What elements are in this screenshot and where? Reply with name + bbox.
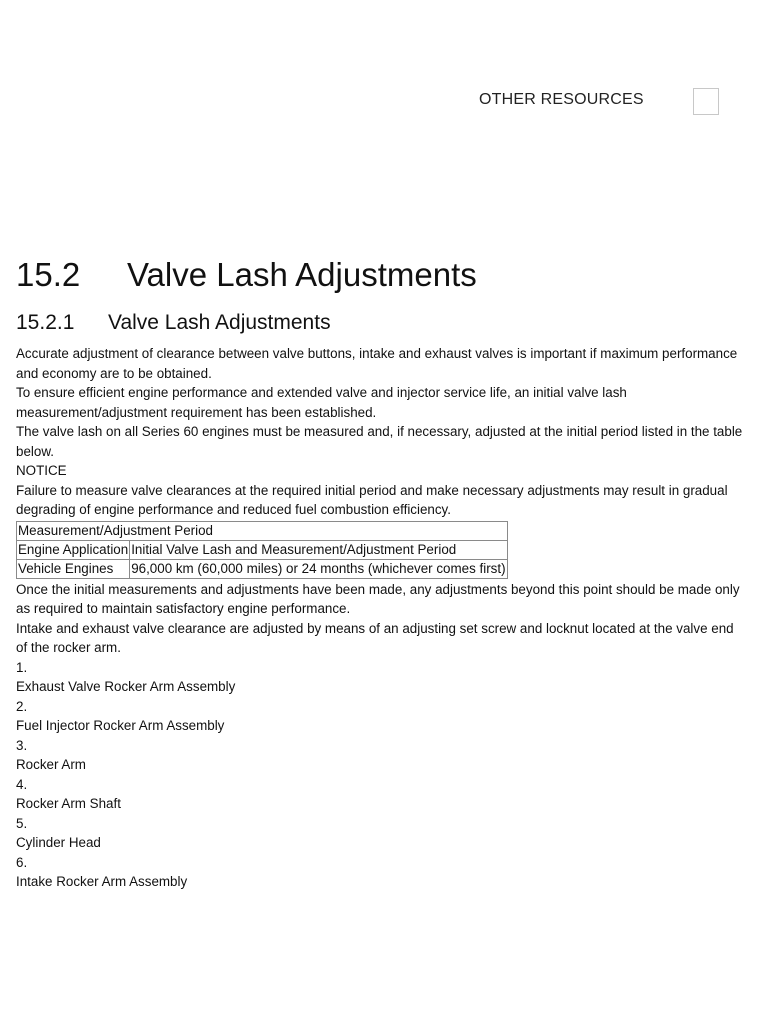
list-item-label: Cylinder Head (16, 835, 101, 850)
paragraph-clearance: Accurate adjustment of clearance between valve buttons, intake and exhaust valves is important if maximum performance and economy are to be obtained. (16, 346, 738, 381)
notice-label: NOTICE (16, 463, 67, 478)
list-item-label: Rocker Arm Shaft (16, 796, 121, 811)
paragraph-notice: Failure to measure valve clearances at the required initial period and make necessary adjustments may result in gradual degrading of engine performance and reduced fuel combustion efficiency. (16, 482, 728, 517)
paragraph-initial-requirement: To ensure efficient engine performance and extended valve and injector service life, an initial valve lash measurement/adjustment requirement has been established. (16, 385, 627, 420)
paragraph-subsequent-adjustments: Once the initial measurements and adjustments have been made, any adjustments beyond this point should be made only as required to maintain satisfactory engine performance. (16, 581, 740, 616)
list-item (16, 736, 748, 775)
list-item (16, 658, 748, 697)
table-caption: Measurement/Adjustment Period (17, 521, 508, 540)
other-resources-link[interactable]: OTHER RESOURCES (479, 91, 644, 108)
subsection-title: Valve Lash Adjustments (108, 311, 331, 334)
top-bar (0, 88, 768, 118)
table-caption-row (17, 521, 508, 540)
list-item-number: 6. (16, 854, 28, 870)
list-item-number: 3. (16, 737, 28, 753)
square-outline-icon[interactable] (693, 88, 719, 115)
subsection-heading (16, 308, 748, 338)
parts-list (16, 658, 748, 892)
document-body (16, 252, 748, 892)
list-item-number: 1. (16, 659, 28, 675)
list-item-label: Fuel Injector Rocker Arm Assembly (16, 718, 225, 733)
list-item-label: Intake Rocker Arm Assembly (16, 874, 188, 889)
adjustment-period-table (16, 521, 508, 579)
subsection-number: 15.2.1 (16, 311, 75, 334)
table-row (17, 559, 508, 578)
list-item-label: Exhaust Valve Rocker Arm Assembly (16, 679, 236, 694)
paragraph-adjusting-screw: Intake and exhaust valve clearance are adjusted by means of an adjusting set screw and locknut located at the valve end of the rocker arm. (16, 620, 734, 655)
section-title: Valve Lash Adjustments (127, 256, 477, 293)
table-header-cell: Engine Application (17, 540, 130, 559)
paragraph-series-60: The valve lash on all Series 60 engines must be measured and, if necessary, adjusted at the initial period listed in the table below. (16, 424, 743, 459)
list-item-number: 4. (16, 776, 28, 792)
list-item-label: Rocker Arm (16, 757, 86, 772)
section-number: 15.2 (16, 256, 81, 293)
list-item-number: 5. (16, 815, 28, 831)
table-header-row (17, 540, 508, 559)
list-item-number: 2. (16, 698, 28, 714)
list-item (16, 853, 748, 892)
list-item (16, 814, 748, 853)
list-item (16, 775, 748, 814)
table-cell: 96,000 km (60,000 miles) or 24 months (whichever comes first) (130, 559, 507, 578)
table-header-cell: Initial Valve Lash and Measurement/Adjustment Period (130, 540, 507, 559)
list-item (16, 697, 748, 736)
table-cell: Vehicle Engines (17, 559, 130, 578)
section-heading (16, 252, 748, 298)
